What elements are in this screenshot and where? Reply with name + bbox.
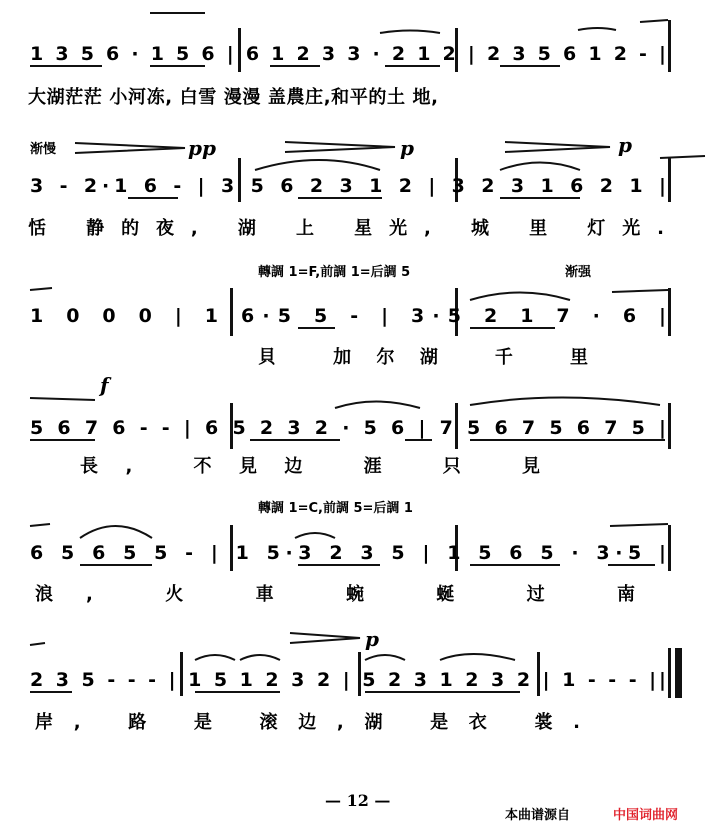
row-3-mark-modulation: 轉調 1=F,前調 1=后調 5	[258, 265, 411, 280]
row-2-mark-jianman: 渐慢	[30, 142, 57, 157]
row-4-lyrics: 長, 不見边 涯 只 見	[80, 456, 540, 477]
row-2-mark-pp: pp	[188, 136, 216, 160]
page-number: — 12 —	[325, 791, 391, 810]
row-6-mark-p: p	[365, 627, 379, 651]
row-3-mark-jianqiang: 渐强	[565, 265, 592, 280]
row-3-lyrics: 貝 加尔湖 千 里	[258, 347, 588, 368]
row-1-lyrics: 大湖茫茫 小河冻, 白雪 漫漫 盖農庄,和平的土 地,	[28, 87, 438, 108]
row-1-notes: 1 3 5 6 · 1 5 6 | 6 1 2 3 3 · 2 1 2 | 2 3 5 6 1 2 - |	[30, 43, 666, 65]
row-5-notes: 6 5 6 5 5 - | 1 5·3 2 3 5 | 1 5 6 5 · 3·5 |	[30, 542, 666, 564]
row-3-notes: 1 0 0 0 | 1 6·5 5 - | 3·5 2 1 7 · 6 |	[30, 305, 667, 327]
row-2	[28, 133, 705, 239]
row-6-lyrics: 岸, 路 是 滚边,湖 是衣 裳.	[35, 712, 580, 733]
row-4	[30, 373, 671, 477]
row-2-lyrics: 恬 静的夜, 湖 上 星光, 城 里 灯光.	[28, 218, 664, 239]
row-5-mark-modulation: 轉調 1=C,前調 5=后調 1	[258, 501, 413, 516]
row-6	[30, 627, 682, 733]
site-name-link[interactable]: 中国词曲网	[613, 808, 679, 823]
row-6-notes: 2 3 5 - - - | 1 5 1 2 3 2 | 5 2 3 1 2 3 2 | 1 - - - ||	[30, 669, 667, 691]
row-5	[30, 500, 671, 605]
row-2-notes: 3 - 2·1 6 - | 3 5 6 2 3 1 2 | 3 2 3 1 6 2 1 |	[30, 175, 666, 197]
row-4-mark-f: f	[100, 373, 109, 397]
row-5-lyrics: 浪, 火 車 蜿 蜒 过 南	[35, 584, 636, 605]
row-1	[28, 13, 671, 108]
source-text: 本曲谱源自	[505, 808, 571, 823]
row-2-mark-p1: p	[400, 136, 414, 160]
row-3	[30, 264, 671, 368]
row-2-mark-p2: p	[618, 133, 632, 157]
row-4-notes: 5 6 7 6 - - | 6 5 2 3 2 · 5 6 | 7 5 6 7 5 6 7 5 |	[30, 417, 666, 439]
